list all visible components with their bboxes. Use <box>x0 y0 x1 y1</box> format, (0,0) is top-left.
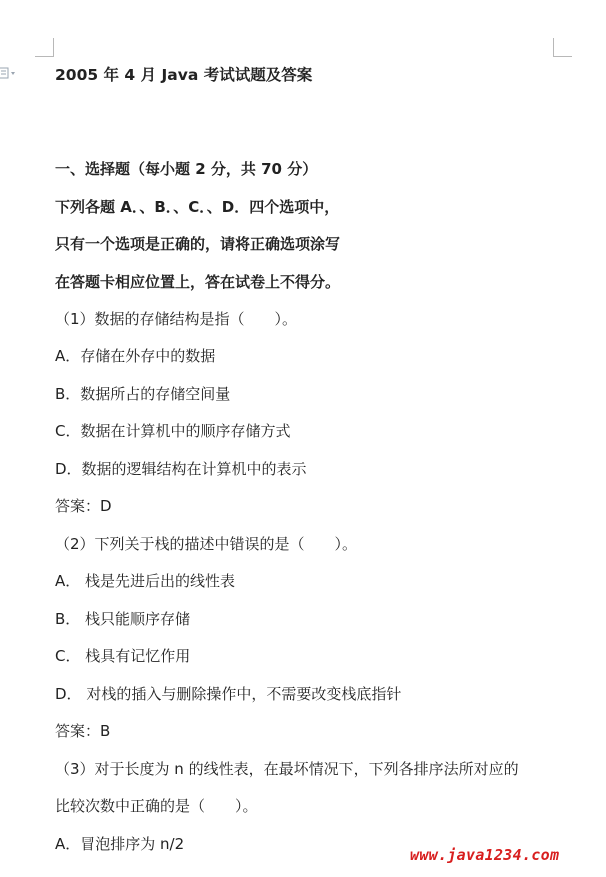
question-2-stem: （2）下列关于栈的描述中错误的是（ ）。 <box>55 535 358 553</box>
question-1-option-d: D．数据的逻辑结构在计算机中的表示 <box>55 460 307 478</box>
question-2-option-d: D． 对栈的插入与删除操作中，不需要改变栈底指针 <box>55 685 402 703</box>
question-1-option-c: C．数据在计算机中的顺序存储方式 <box>55 422 291 440</box>
doc-title: 2005 年 4 月 Java 考试试题及答案 <box>55 66 313 84</box>
instruction-line-2: 只有一个选项是正确的，请将正确选项涂写 <box>55 235 341 253</box>
question-2-option-c: C． 栈具有记忆作用 <box>55 647 191 665</box>
paragraph-options-icon[interactable] <box>0 66 18 80</box>
instruction-line-3: 在答题卡相应位置上，答在试卷上不得分。 <box>55 273 341 291</box>
question-2-option-b: B． 栈只能顺序存储 <box>55 610 191 628</box>
question-1-option-a: A．存储在外存中的数据 <box>55 347 216 365</box>
instruction-line-1: 下列各题 A．、B．、C．、D．四个选项中， <box>55 198 340 216</box>
margin-corner-top-left <box>35 38 54 57</box>
margin-corner-top-right <box>553 38 572 57</box>
question-1-option-b: B．数据所占的存储空间量 <box>55 385 231 403</box>
question-2-option-a: A． 栈是先进后出的线性表 <box>55 572 236 590</box>
question-3-stem-line-2: 比较次数中正确的是（ ）。 <box>55 797 258 815</box>
question-2-answer: 答案：B <box>55 722 111 740</box>
site-watermark: www.java1234.com <box>410 846 560 864</box>
question-3-option-a: A．冒泡排序为 n/2 <box>55 835 185 853</box>
question-1-answer: 答案：D <box>55 497 112 515</box>
question-1-stem: （1）数据的存储结构是指（ ）。 <box>55 310 298 328</box>
question-3-stem-line-1: （3）对于长度为 n 的线性表，在最坏情况下，下列各排序法所对应的 <box>55 760 519 778</box>
section-heading: 一、选择题（每小题 2 分，共 70 分） <box>55 160 318 178</box>
